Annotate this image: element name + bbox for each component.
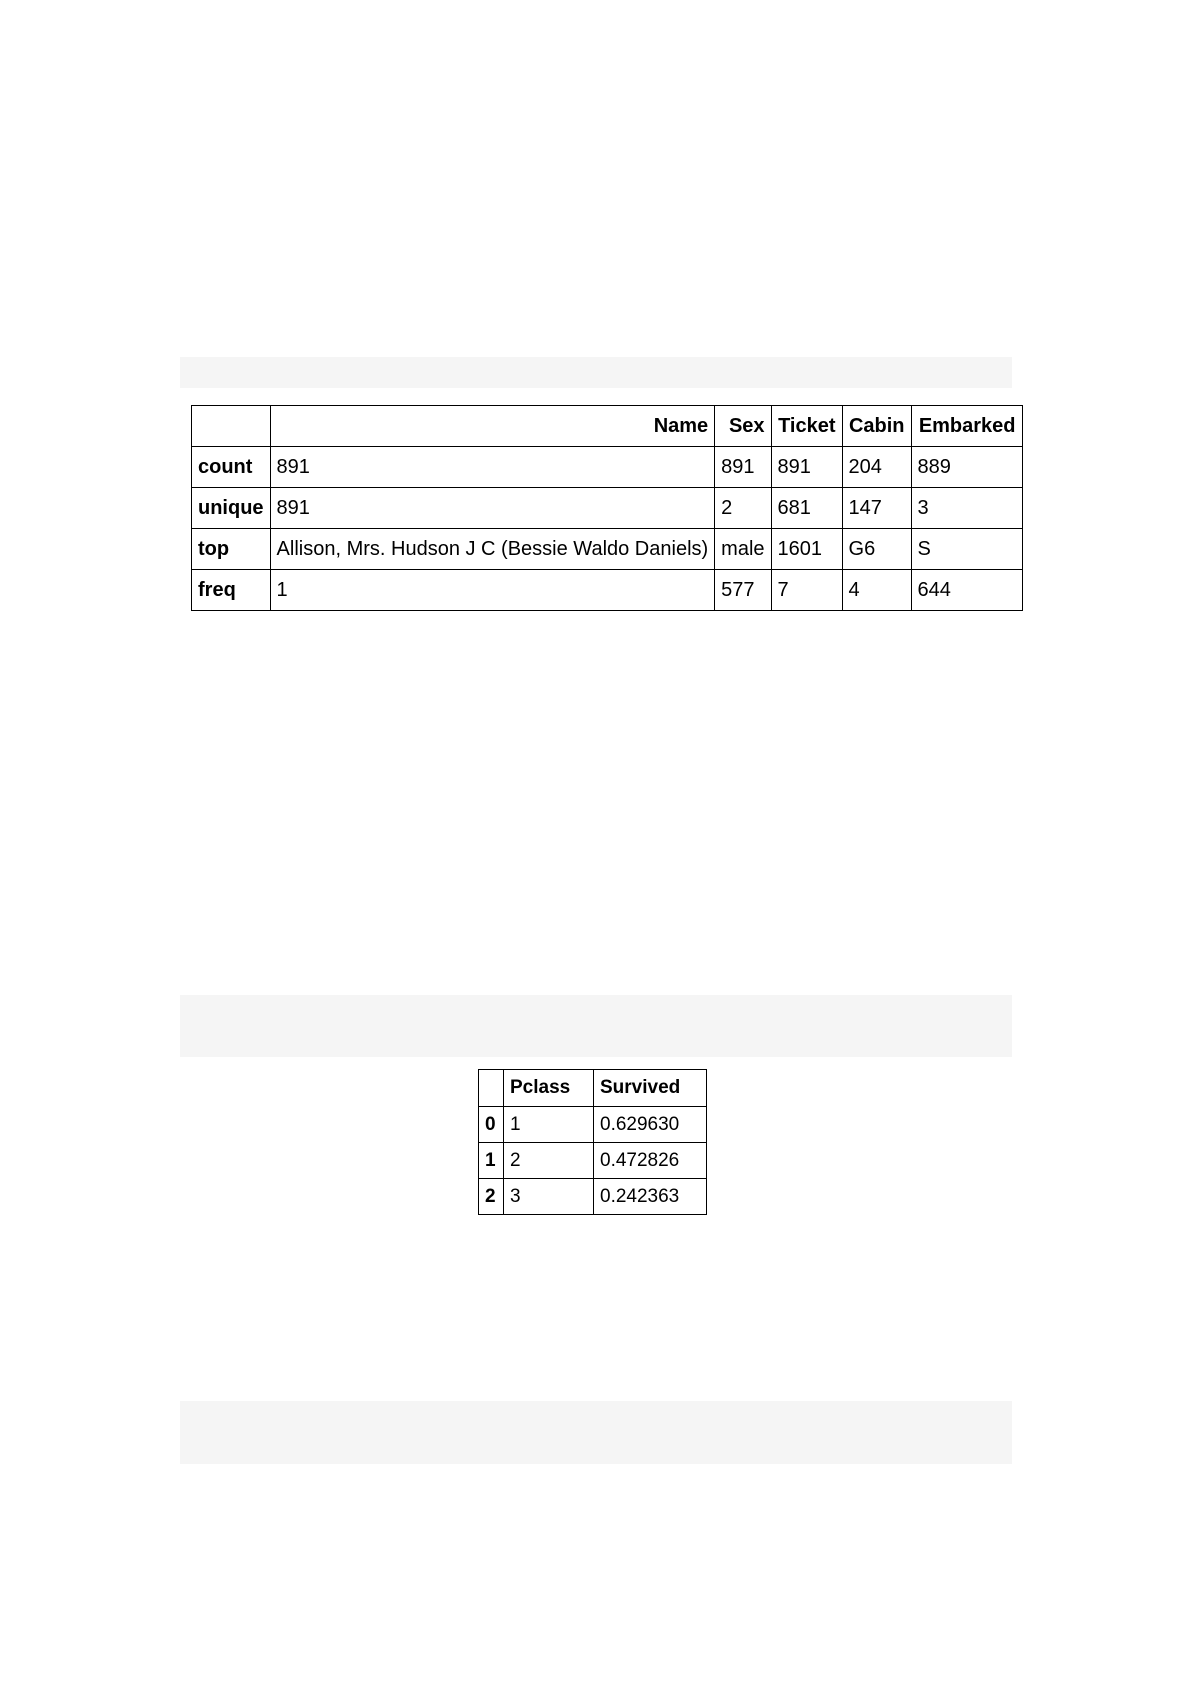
- table-cell: 1: [504, 1107, 594, 1143]
- table-cell: male: [715, 529, 771, 570]
- row-index: 0: [479, 1107, 504, 1143]
- table-header-row: [479, 1070, 707, 1107]
- column-header-cabin: Cabin: [842, 406, 911, 447]
- table-cell: 681: [771, 488, 842, 529]
- table-cell: 891: [270, 447, 715, 488]
- table-cell: 0.472826: [594, 1143, 707, 1179]
- table-cell: 889: [911, 447, 1022, 488]
- table-cell: S: [911, 529, 1022, 570]
- row-index: unique: [192, 488, 271, 529]
- table-cell: 4: [842, 570, 911, 611]
- table-cell: 891: [771, 447, 842, 488]
- table-cell: 2: [715, 488, 771, 529]
- table-cell: 204: [842, 447, 911, 488]
- table-cell: 2: [504, 1143, 594, 1179]
- table-cell: 7: [771, 570, 842, 611]
- table-row: [192, 447, 1023, 488]
- column-header-sex: Sex: [715, 406, 771, 447]
- column-header-pclass: Pclass: [504, 1070, 594, 1107]
- table-cell: 891: [715, 447, 771, 488]
- table-cell: 1601: [771, 529, 842, 570]
- table-cell: 1: [270, 570, 715, 611]
- table-cell: G6: [842, 529, 911, 570]
- row-index: top: [192, 529, 271, 570]
- row-index: 1: [479, 1143, 504, 1179]
- table-row: [192, 488, 1023, 529]
- table-cell: 577: [715, 570, 771, 611]
- pclass-survival-table: [478, 1069, 707, 1215]
- table-row: [192, 529, 1023, 570]
- table-cell: 0.242363: [594, 1179, 707, 1215]
- row-index: 2: [479, 1179, 504, 1215]
- index-header: [192, 406, 271, 447]
- table-cell: 147: [842, 488, 911, 529]
- table-cell: 891: [270, 488, 715, 529]
- row-index: freq: [192, 570, 271, 611]
- table-cell: 0.629630: [594, 1107, 707, 1143]
- row-index: count: [192, 447, 271, 488]
- column-header-embarked: Embarked: [911, 406, 1022, 447]
- code-cell-3[interactable]: [180, 1401, 1012, 1464]
- table-cell: 644: [911, 570, 1022, 611]
- table-header-row: [192, 406, 1023, 447]
- table-cell: 3: [504, 1179, 594, 1215]
- table-row: [479, 1179, 707, 1215]
- code-cell-2[interactable]: [180, 995, 1012, 1057]
- table-cell: Allison, Mrs. Hudson J C (Bessie Waldo Daniels): [270, 529, 715, 570]
- column-header-survived: Survived: [594, 1070, 707, 1107]
- describe-table: [191, 405, 1023, 611]
- index-header: [479, 1070, 504, 1107]
- column-header-name: Name: [270, 406, 715, 447]
- table-row: [192, 570, 1023, 611]
- table-cell: 3: [911, 488, 1022, 529]
- code-cell-1[interactable]: [180, 357, 1012, 388]
- column-header-ticket: Ticket: [771, 406, 842, 447]
- table-row: [479, 1143, 707, 1179]
- table-row: [479, 1107, 707, 1143]
